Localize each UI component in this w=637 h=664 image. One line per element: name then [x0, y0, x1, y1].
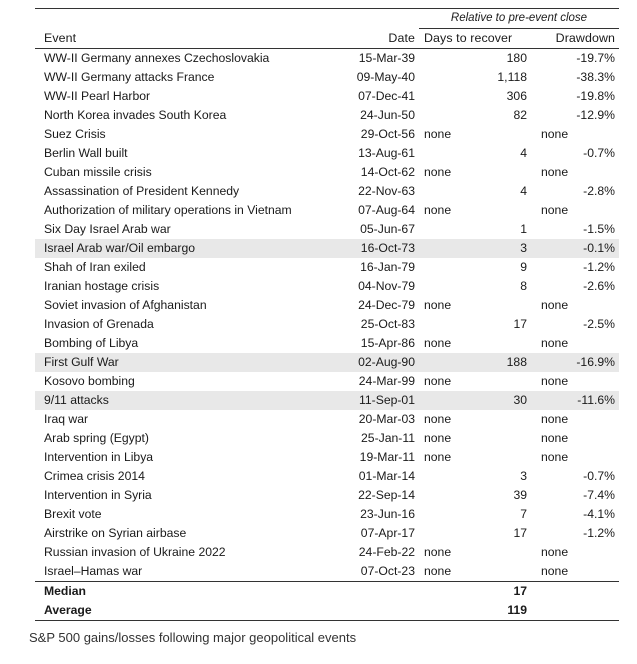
days-to-recover-cell: none	[424, 564, 452, 578]
date-cell: 15-Mar-39	[358, 51, 415, 65]
drawdown-cell: -0.7%	[583, 469, 615, 483]
date-cell: 20-Mar-03	[358, 412, 415, 426]
table-row	[35, 467, 619, 486]
column-header-drawdown: Drawdown	[537, 29, 619, 49]
event-cell: 9/11 attacks	[35, 391, 333, 410]
drawdown-cell: none	[541, 336, 569, 350]
event-cell: Iraq war	[44, 412, 89, 426]
geopolitical-events-table-container	[35, 8, 619, 621]
days-to-recover-cell: 30	[419, 391, 537, 410]
date-cell: 24-Dec-79	[358, 298, 415, 312]
table-row	[35, 448, 619, 467]
date-cell: 22-Nov-63	[358, 184, 415, 198]
days-to-recover-cell: 4	[520, 146, 527, 160]
drawdown-cell: none	[541, 374, 569, 388]
date-cell: 24-Feb-22	[358, 545, 415, 559]
drawdown-cell: none	[541, 431, 569, 445]
summary-body	[35, 582, 619, 621]
date-cell: 14-Oct-62	[360, 165, 415, 179]
days-to-recover-cell: 188	[419, 353, 537, 372]
days-to-recover-cell: 39	[513, 488, 527, 502]
days-to-recover-cell: 17	[513, 317, 527, 331]
column-header-days: Days to recover	[419, 29, 537, 49]
drawdown-cell: none	[541, 412, 569, 426]
days-to-recover-cell: none	[424, 203, 452, 217]
table-row	[35, 353, 619, 372]
table-row	[35, 315, 619, 334]
event-cell: Intervention in Libya	[44, 450, 154, 464]
event-cell: Authorization of military operations in Vietnam	[44, 203, 292, 217]
date-cell: 09-May-40	[356, 70, 415, 84]
table-row	[35, 334, 619, 353]
drawdown-cell: -19.8%	[576, 89, 615, 103]
event-cell: Russian invasion of Ukraine 2022	[44, 545, 226, 559]
table-row	[35, 486, 619, 505]
date-cell: 24-Jun-50	[360, 108, 415, 122]
days-to-recover-cell: none	[424, 450, 452, 464]
summary-days-cell: 17	[419, 582, 537, 602]
table-caption: S&P 500 gains/losses following major geopolitical events	[29, 630, 357, 645]
days-to-recover-cell: none	[424, 298, 452, 312]
days-to-recover-cell: 3	[419, 239, 537, 258]
date-cell: 19-Mar-11	[359, 450, 415, 464]
drawdown-cell: -7.4%	[583, 488, 615, 502]
days-to-recover-cell: none	[424, 374, 452, 388]
days-to-recover-cell: none	[424, 127, 452, 141]
days-to-recover-cell: 306	[506, 89, 527, 103]
event-cell: Crimea crisis 2014	[44, 469, 145, 483]
drawdown-cell: none	[541, 203, 569, 217]
drawdown-cell: -4.1%	[583, 507, 615, 521]
days-to-recover-cell: none	[424, 431, 452, 445]
date-cell: 24-Mar-99	[358, 374, 415, 388]
date-cell: 04-Nov-79	[358, 279, 415, 293]
days-to-recover-cell: 17	[513, 526, 527, 540]
date-cell: 07-Aug-64	[358, 203, 415, 217]
table-row	[35, 201, 619, 220]
table-row	[35, 49, 619, 69]
days-to-recover-cell: 82	[513, 108, 527, 122]
days-to-recover-cell: none	[424, 336, 452, 350]
days-to-recover-cell: 1,118	[497, 70, 527, 84]
event-cell: WW-II Germany attacks France	[44, 70, 215, 84]
summary-days-cell: 119	[419, 601, 537, 621]
table-row	[35, 296, 619, 315]
date-cell: 13-Aug-61	[358, 146, 415, 160]
days-to-recover-cell: 7	[520, 507, 527, 521]
drawdown-cell: -0.1%	[537, 239, 619, 258]
table-row	[35, 125, 619, 144]
table-row	[35, 391, 619, 410]
event-cell: Israel Arab war/Oil embargo	[35, 239, 333, 258]
event-cell: Airstrike on Syrian airbase	[44, 526, 187, 540]
table-row	[35, 429, 619, 448]
days-to-recover-cell: 3	[520, 469, 527, 483]
days-to-recover-cell: 8	[520, 279, 527, 293]
drawdown-cell: -2.8%	[583, 184, 615, 198]
drawdown-cell: none	[541, 564, 569, 578]
date-cell: 01-Mar-14	[358, 469, 415, 483]
drawdown-cell: none	[541, 450, 569, 464]
table-row	[35, 182, 619, 201]
date-cell: 23-Jun-16	[360, 507, 415, 521]
table-body	[35, 49, 619, 582]
event-cell: Israel–Hamas war	[44, 564, 143, 578]
table-row	[35, 258, 619, 277]
days-to-recover-cell: none	[424, 412, 452, 426]
event-cell: WW-II Germany annexes Czechoslovakia	[44, 51, 270, 65]
drawdown-cell: -19.7%	[576, 51, 615, 65]
summary-row	[35, 601, 619, 621]
drawdown-cell: -38.3%	[576, 70, 615, 84]
event-cell: Berlin Wall built	[44, 146, 128, 160]
summary-label: Average	[35, 601, 333, 621]
event-cell: First Gulf War	[35, 353, 333, 372]
geopolitical-events-table	[35, 8, 619, 621]
drawdown-cell: -0.7%	[583, 146, 615, 160]
table-row	[35, 372, 619, 391]
drawdown-cell: -1.5%	[583, 222, 615, 236]
days-to-recover-cell: 180	[506, 51, 527, 65]
days-to-recover-cell: 1	[520, 222, 527, 236]
date-cell: 25-Oct-83	[360, 317, 415, 331]
event-cell: Intervention in Syria	[44, 488, 152, 502]
summary-spacer	[537, 601, 619, 621]
table-row	[35, 410, 619, 429]
summary-spacer	[333, 601, 419, 621]
drawdown-cell: none	[541, 298, 569, 312]
table-row	[35, 144, 619, 163]
table-row	[35, 277, 619, 296]
table-row	[35, 524, 619, 543]
event-cell: Cuban missile crisis	[44, 165, 152, 179]
drawdown-cell: -12.9%	[576, 108, 615, 122]
days-to-recover-cell: none	[424, 165, 452, 179]
date-cell: 07-Dec-41	[358, 89, 415, 103]
date-cell: 22-Sep-14	[358, 488, 415, 502]
column-header-row	[35, 29, 619, 49]
date-cell: 25-Jan-11	[361, 431, 415, 445]
drawdown-cell: -2.5%	[583, 317, 615, 331]
event-cell: Invasion of Grenada	[44, 317, 154, 331]
group-header-label: Relative to pre-event close	[419, 9, 619, 29]
drawdown-cell: -1.2%	[583, 260, 615, 274]
event-cell: Suez Crisis	[44, 127, 106, 141]
event-cell: Bombing of Libya	[44, 336, 139, 350]
drawdown-cell: -16.9%	[537, 353, 619, 372]
event-cell: Six Day Israel Arab war	[44, 222, 171, 236]
date-cell: 11-Sep-01	[333, 391, 419, 410]
drawdown-cell: none	[541, 127, 569, 141]
date-cell: 16-Jan-79	[360, 260, 415, 274]
table-row	[35, 163, 619, 182]
drawdown-cell: -11.6%	[537, 391, 619, 410]
table-row	[35, 68, 619, 87]
summary-spacer	[333, 582, 419, 602]
event-cell: Iranian hostage crisis	[44, 279, 160, 293]
group-header-spacer	[333, 9, 419, 29]
group-header-row	[35, 9, 619, 29]
drawdown-cell: none	[541, 165, 569, 179]
date-cell: 02-Aug-90	[333, 353, 419, 372]
summary-row	[35, 582, 619, 602]
event-cell: Soviet invasion of Afghanistan	[44, 298, 207, 312]
date-cell: 05-Jun-67	[360, 222, 415, 236]
summary-spacer	[537, 582, 619, 602]
table-row	[35, 505, 619, 524]
table-row	[35, 87, 619, 106]
summary-label: Median	[35, 582, 333, 602]
event-cell: WW-II Pearl Harbor	[44, 89, 151, 103]
drawdown-cell: none	[541, 545, 569, 559]
days-to-recover-cell: none	[424, 545, 452, 559]
table-row	[35, 239, 619, 258]
date-cell: 07-Apr-17	[360, 526, 415, 540]
table-row	[35, 562, 619, 582]
column-header-event: Event	[35, 29, 333, 49]
column-header-date: Date	[333, 29, 419, 49]
date-cell: 15-Apr-86	[360, 336, 415, 350]
event-cell: North Korea invades South Korea	[44, 108, 227, 122]
event-cell: Shah of Iran exiled	[44, 260, 146, 274]
group-header-spacer	[35, 9, 333, 29]
event-cell: Assassination of President Kennedy	[44, 184, 240, 198]
table-row	[35, 106, 619, 125]
event-cell: Brexit vote	[44, 507, 102, 521]
event-cell: Kosovo bombing	[44, 374, 135, 388]
table-row	[35, 220, 619, 239]
date-cell: 16-Oct-73	[333, 239, 419, 258]
date-cell: 07-Oct-23	[360, 564, 415, 578]
date-cell: 29-Oct-56	[360, 127, 415, 141]
days-to-recover-cell: 4	[520, 184, 527, 198]
drawdown-cell: -1.2%	[583, 526, 615, 540]
drawdown-cell: -2.6%	[583, 279, 615, 293]
days-to-recover-cell: 9	[520, 260, 527, 274]
table-row	[35, 543, 619, 562]
event-cell: Arab spring (Egypt)	[44, 431, 149, 445]
